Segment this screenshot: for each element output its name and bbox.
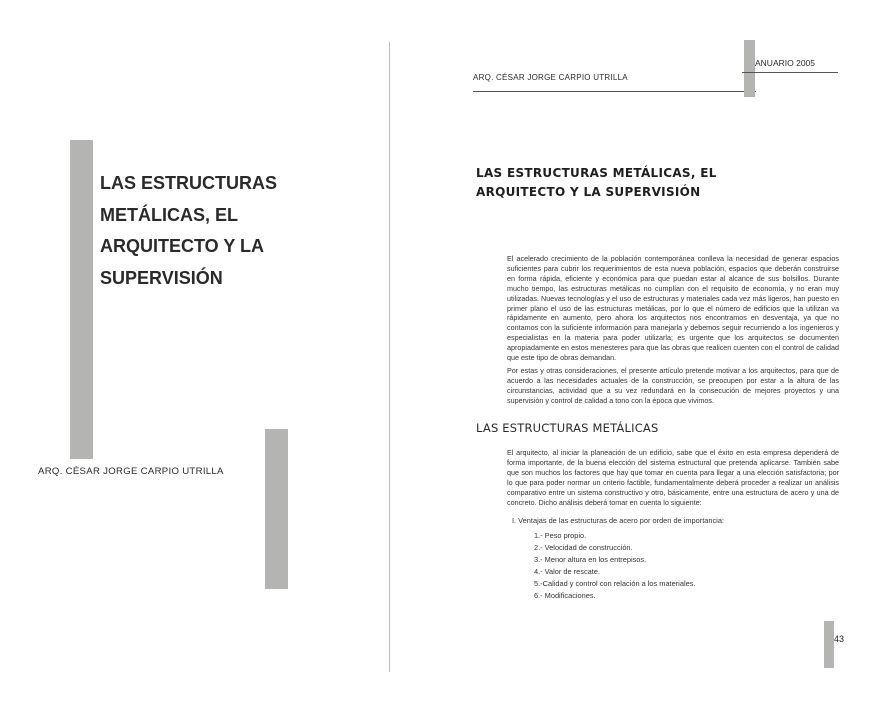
page-number-bar [824, 621, 834, 668]
section-heading: LAS ESTRUCTURAS METÁLICAS [476, 421, 659, 435]
advantages-list [534, 530, 695, 601]
article-title-line: LAS ESTRUCTURAS METÁLICAS, EL [476, 166, 717, 180]
left-title-line: SUPERVISIÓN [100, 267, 223, 288]
intro-paragraph: Por estas y otras consideraciones, el presente artículo pretende motivar a los arquitectos, para que de acuerdo a las necesidades actuales de la construcción, se preocupen por estar a la altura de las circunstancias, actividad que a su vez redundará en la consecución de mejores proyectos y una supervisión y control de calidad a tono con la época que vivimos. [507, 366, 839, 405]
list-item: 1.- Peso propio. [534, 531, 587, 540]
list-heading: I. Ventajas de las estructuras de acero por orden de importancia: [512, 516, 724, 525]
page-divider [389, 42, 390, 672]
left-title-line: LAS ESTRUCTURAS [100, 173, 278, 193]
header-rule [473, 91, 756, 92]
issue-date: ANUARIO 2005 [755, 58, 815, 68]
intro-paragraph: El acelerado crecimiento de la población contemporánea conlleva la necesidad de generar espacios suficientes para cubrir los requerimientos de esta nueva población, espacios que deberán construirse en forma rápida, eficiente y económica para que puedan estar al alcance de sus bolsillos. Durante mucho tiempo, las estructuras metálicas no cumplían con el requisito de economía, y no eran muy utilizadas. Nuevas tecnologías y el uso de estructuras y materiales cada vez más ligeros, han puesto en primer plano el uso de las estructuras metálicas, por lo que el número de edificios que la utilizan va rápidamente en aumento, pero ahora los arquitectos nos encontramos en desventaja, ya que no contamos con la suficiente información para manejarla y debemos seguir recurriendo a los ingenieros y especialistas en la materia para poder utilizarla; es urgente que los arquitectos se documenten apropiadamente en estos menesteres para que las obras que realicen cuenten con el control de calidad que este tipo de obras demandan. [507, 254, 839, 363]
left-bottom-bar [265, 429, 288, 589]
left-page-title [100, 168, 300, 294]
left-page-author: ARQ. CÉSAR JORGE CARPIO UTRILLA [38, 466, 224, 477]
left-title-line: METÁLICAS, EL [100, 204, 238, 225]
list-item: 3.- Menor altura en los entrepisos. [534, 554, 647, 564]
left-title-bar [70, 140, 93, 459]
list-item: 5.-Calidad y control con relación a los materiales. [534, 578, 696, 588]
list-item: 4.- Valor de rescate. [534, 566, 600, 576]
article-title [476, 164, 796, 202]
article-title-line: ARQUITECTO Y LA SUPERVISIÓN [476, 185, 701, 199]
left-title-line: ARQUITECTO Y LA [100, 236, 265, 256]
list-item: 6.- Modificaciones. [534, 590, 596, 600]
list-item: 2.- Velocidad de construcción. [534, 542, 633, 552]
running-header-author: ARQ. CÉSAR JORGE CARPIO UTRILLA [473, 73, 628, 82]
section-paragraph: El arquitecto, al iniciar la planeación de un edificio, sabe que el éxito en esta empresa dependerá de forma importante, de la buena elección del sistema estructural que pretenda aplicarse. También sabe que son muchos los factores que hay que tomar en cuenta para llegar a una elección satisfactoria; por lo que para poder normar un criterio factible, fundamentalmente deberá proceder a realizar un análisis comparativo entre un sistema constructivo y otro, básicamente, entre una estructura de acero y una de concreto. Dicho análisis deberá tomar en cuenta lo siguiente: [507, 448, 839, 507]
page-number: 43 [834, 634, 845, 644]
header-bar [744, 40, 755, 97]
date-rule [742, 72, 838, 73]
